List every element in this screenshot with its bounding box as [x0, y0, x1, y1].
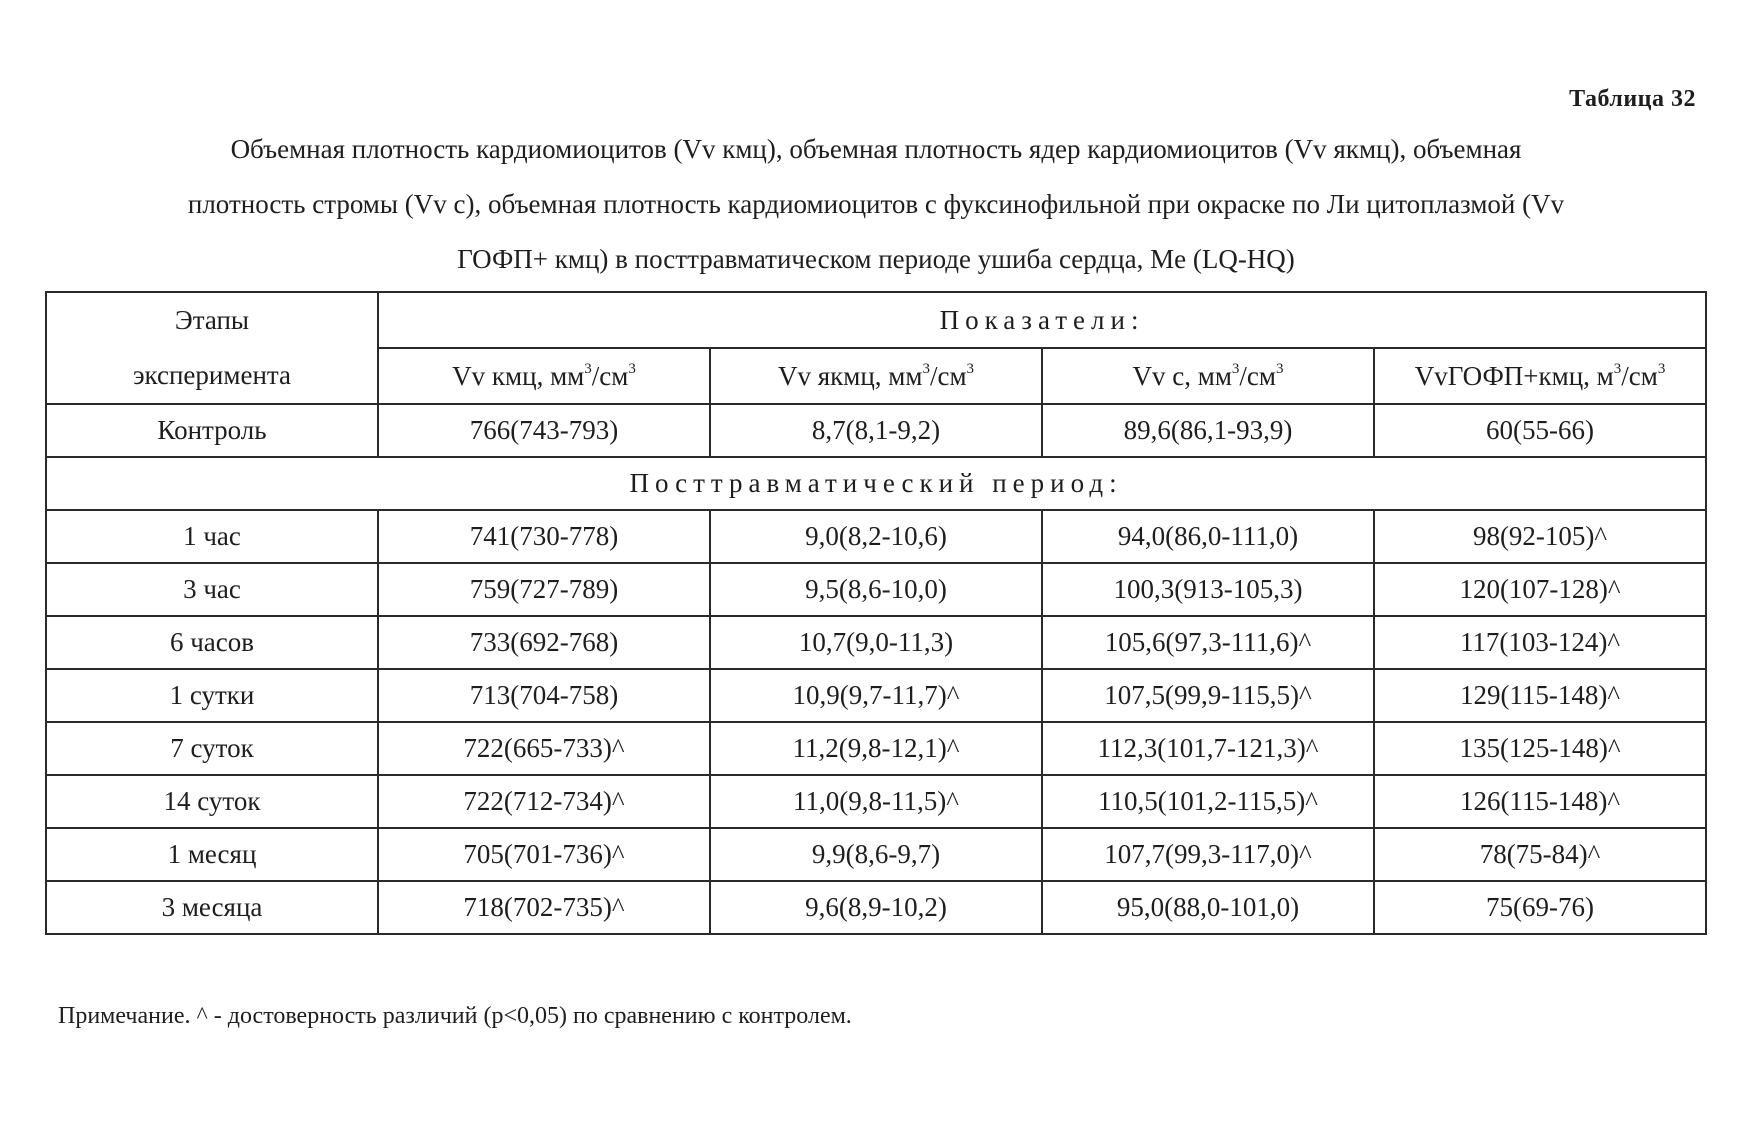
- table-cell: 718(702-735)^: [378, 881, 710, 934]
- table-cell: 120(107-128)^: [1374, 563, 1706, 616]
- column-header: Vv якмц, $мм^3/см^3$: [710, 348, 1042, 404]
- table-cell: 722(665-733)^: [378, 722, 710, 775]
- data-table: [45, 291, 1707, 935]
- indicators-header: Показатели:: [378, 292, 1706, 348]
- table-row: [46, 775, 1706, 828]
- table-row: [46, 563, 1706, 616]
- caption-line: плотность стромы (Vv с), объемная плотность кардиомиоцитов с фуксинофильной при окраске по Ли цитоплазмой (Vv: [187, 189, 1565, 219]
- table-cell: 107,7(99,3-117,0)^: [1042, 828, 1374, 881]
- table-cell: 75(69-76): [1374, 881, 1706, 934]
- table-cell: 135(125-148)^: [1374, 722, 1706, 775]
- stage-header-line: Этапы: [174, 305, 250, 335]
- row-label: 1 час: [46, 510, 378, 563]
- table-row: [46, 616, 1706, 669]
- table-number: Таблица 32: [1569, 86, 1696, 112]
- caption-line: Объемная плотность кардиомиоцитов (Vv кмц), объемная плотность ядер кардиомиоцитов (Vv якмц), объемная: [230, 134, 1522, 164]
- table-cell: 9,0(8,2-10,6): [710, 510, 1042, 563]
- table-row: [46, 881, 1706, 934]
- table-cell: 94,0(86,0-111,0): [1042, 510, 1374, 563]
- row-label: 1 сутки: [46, 669, 378, 722]
- header-row: [46, 292, 1706, 348]
- table-cell: 112,3(101,7-121,3)^: [1042, 722, 1374, 775]
- table-caption: [60, 122, 1692, 287]
- caption-line: ГОФП+ кмц) в посттравматическом периоде ушиба сердца, Me (LQ-HQ): [457, 244, 1295, 274]
- table-cell: 733(692-768): [378, 616, 710, 669]
- table-cell: 110,5(101,2-115,5)^: [1042, 775, 1374, 828]
- table-cell: 129(115-148)^: [1374, 669, 1706, 722]
- row-label: 7 суток: [46, 722, 378, 775]
- table-row: [46, 722, 1706, 775]
- column-header: Vv с, $мм^3/см^3$: [1042, 348, 1374, 404]
- table-cell: 8,7(8,1-9,2): [710, 404, 1042, 457]
- table-row: [46, 669, 1706, 722]
- table-cell: 105,6(97,3-111,6)^: [1042, 616, 1374, 669]
- control-row: [46, 404, 1706, 457]
- table-cell: 722(712-734)^: [378, 775, 710, 828]
- stage-header-line: эксперимента: [132, 360, 292, 390]
- table-cell: 98(92-105)^: [1374, 510, 1706, 563]
- table-cell: 89,6(86,1-93,9): [1042, 404, 1374, 457]
- row-label: 3 час: [46, 563, 378, 616]
- table-cell: 11,2(9,8-12,1)^: [710, 722, 1042, 775]
- table-cell: 10,7(9,0-11,3): [710, 616, 1042, 669]
- table-cell: 9,6(8,9-10,2): [710, 881, 1042, 934]
- table-cell: 705(701-736)^: [378, 828, 710, 881]
- table-row: [46, 828, 1706, 881]
- table-cell: 95,0(88,0-101,0): [1042, 881, 1374, 934]
- section-row: [46, 457, 1706, 510]
- table-cell: 11,0(9,8-11,5)^: [710, 775, 1042, 828]
- row-label: 1 месяц: [46, 828, 378, 881]
- table-cell: 60(55-66): [1374, 404, 1706, 457]
- row-label: 6 часов: [46, 616, 378, 669]
- table-cell: 107,5(99,9-115,5)^: [1042, 669, 1374, 722]
- table-cell: 759(727-789): [378, 563, 710, 616]
- column-header: VvГОФП+кмц, $м^3/см^3$: [1374, 348, 1706, 404]
- table-row: [46, 510, 1706, 563]
- table-cell: 78(75-84)^: [1374, 828, 1706, 881]
- table-cell: 126(115-148)^: [1374, 775, 1706, 828]
- table-cell: 100,3(913-105,3): [1042, 563, 1374, 616]
- row-label: 3 месяца: [46, 881, 378, 934]
- column-header: Vv кмц, $мм^3/см^3$: [378, 348, 710, 404]
- row-label: Контроль: [46, 404, 378, 457]
- table-note: Примечание. ^ - достоверность различий (p<0,05) по сравнению с контролем.: [58, 1003, 852, 1029]
- table-cell: 713(704-758): [378, 669, 710, 722]
- table-cell: 9,9(8,6-9,7): [710, 828, 1042, 881]
- table-cell: 9,5(8,6-10,0): [710, 563, 1042, 616]
- row-label: 14 суток: [46, 775, 378, 828]
- table-cell: 766(743-793): [378, 404, 710, 457]
- section-title: Посттравматический период:: [46, 457, 1706, 510]
- table-cell: 117(103-124)^: [1374, 616, 1706, 669]
- table-cell: 741(730-778): [378, 510, 710, 563]
- stage-header: [46, 292, 378, 404]
- table-cell: 10,9(9,7-11,7)^: [710, 669, 1042, 722]
